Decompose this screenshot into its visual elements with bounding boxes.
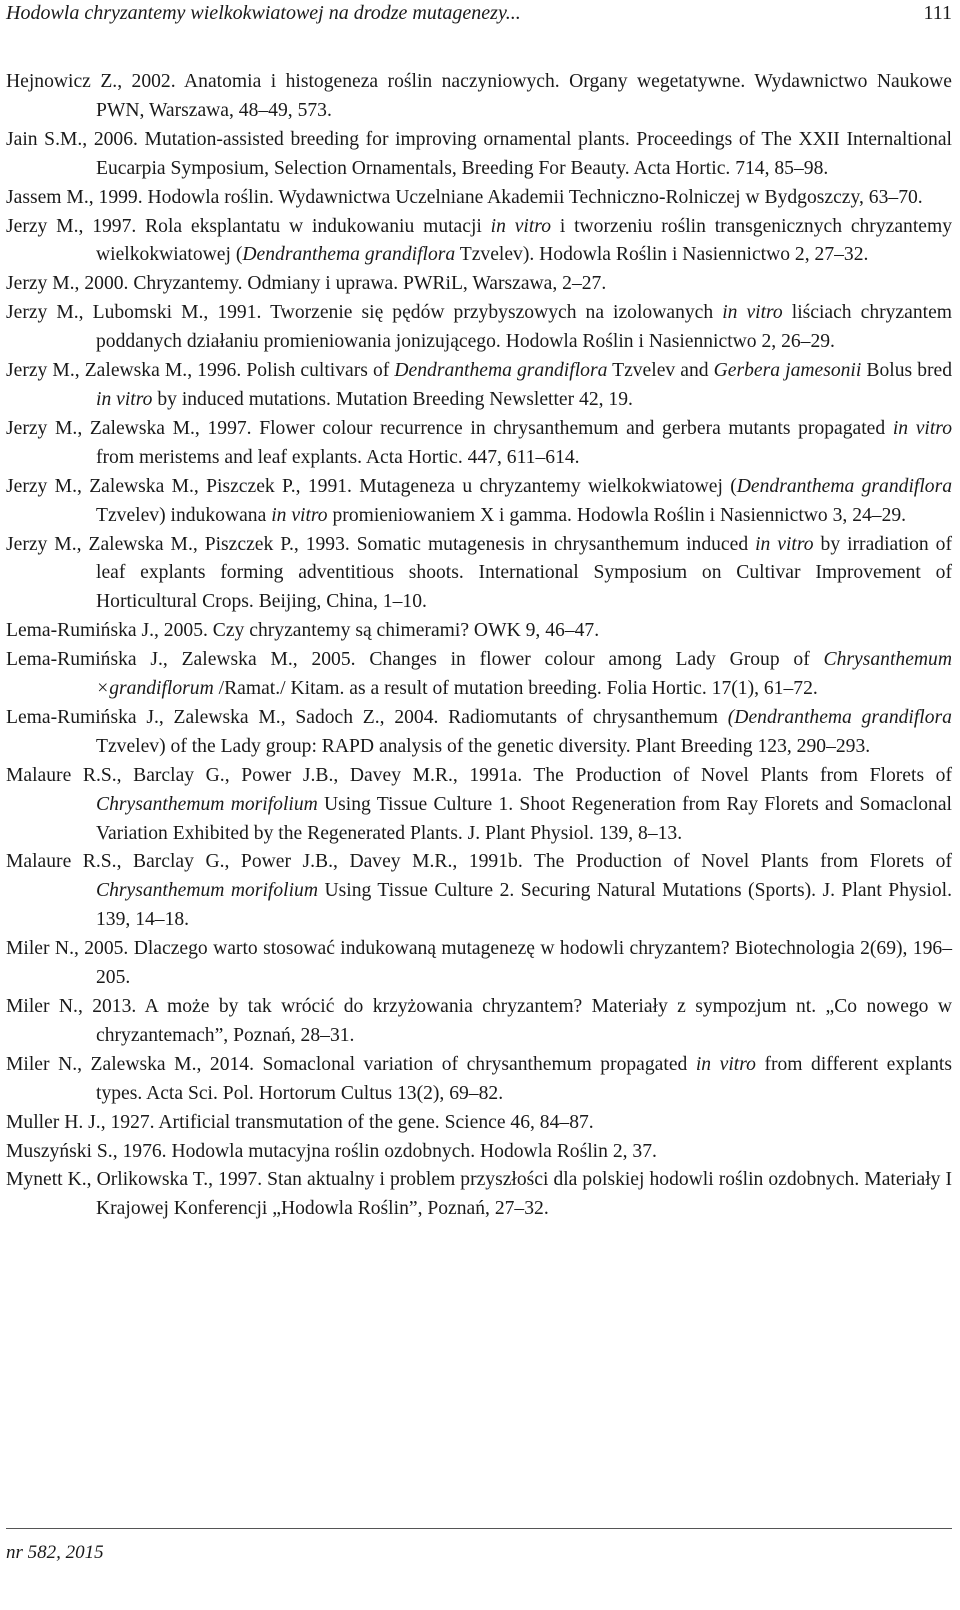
reference-text: Malaure R.S., Barclay G., Power J.B., Davey M.R., 1991b. The Production of Novel Plants from Florets of [6,851,952,873]
reference-italic-text: in vitro [695,1053,756,1075]
reference-italic-text: Dendranthema grandiflora [242,244,456,266]
reference-entry [6,415,952,473]
reference-entry [6,68,952,126]
reference-text: i tworzeniu roślin transgenicznych chryzantemy wielkokwiatowej ( [96,215,952,266]
reference-text: Jerzy M., Lubomski M., 1991. Tworzenie się pędów przybyszowych na izolowanych [6,302,723,324]
reference-italic-text: Gerbera jamesonii [713,360,862,382]
reference-text: Jerzy M., Zalewska M., Piszczek P., 1991. Mutageneza u chryzantemy wielkokwiatowej ( [6,475,737,497]
reference-text: Hejnowicz Z., 2002. Anatomia i histogeneza roślin naczyniowych. Organy wegetatywne. Wydawnictwo Naukowe PWN, Warszawa, 48–49, 573. [6,71,952,121]
reference-text: Jassem M., 1999. Hodowla roślin. Wydawnictwa Uczelniane Akademii Techniczno-Rolniczej w Bydgoszczy, 63–70. [6,186,923,208]
reference-italic-text: Dendranthema grandiflora [736,475,952,497]
reference-text: Lema-Rumińska J., Zalewska M., Sadoch Z., 2004. Radiomutants of chrysanthemum [6,706,728,728]
reference-text: Miler N., 2005. Dlaczego warto stosować indukowaną mutagenezę w hodowli chryzantem? Biotechnologia 2(69), 196–205. [6,938,952,989]
reference-entry [6,617,952,646]
reference-text: liściach chryzantem poddanych działaniu promieniowania jonizującego. Hodowla Roślin i Nasiennictwo 2, 26–29. [96,302,953,353]
reference-italic-text: Chrysanthemum ×grandiflorum [96,649,952,700]
reference-entry [6,848,952,935]
reference-entry [6,270,952,299]
reference-entry [6,935,952,993]
reference-italic-text: in vitro [722,302,783,324]
reference-text: by induced mutations. Mutation Breeding Newsletter 42, 19. [152,388,633,410]
reference-entry [6,126,952,184]
reference-italic-text: Dendranthema grandiflora [394,360,608,382]
reference-italic-text: in vitro [490,215,551,237]
reference-text: Jerzy M., Zalewska M., 1996. Polish cultivars of [6,360,395,382]
reference-entry [6,184,952,213]
reference-entry [6,357,952,415]
reference-entry [6,762,952,849]
reference-text: Using Tissue Culture 2. Securing Natural Mutations (Sports). J. Plant Physiol. 139, 14–18. [96,880,952,931]
reference-entry [6,531,952,618]
reference-text: promieniowaniem X i gamma. Hodowla Roślin i Nasiennictwo 3, 24–29. [327,504,907,526]
reference-text: /Ramat./ Kitam. as a result of mutation breeding. Folia Hortic. 17(1), 61–72. [213,678,818,700]
reference-text: Lema-Rumińska J., 2005. Czy chryzantemy są chimerami? OWK 9, 46–47. [6,620,600,642]
reference-entry [6,1109,952,1138]
reference-entry [6,213,952,271]
reference-text: Tzvelev). Hodowla Roślin i Nasiennictwo 2, 27–32. [455,244,869,266]
reference-entry [6,704,952,762]
reference-entry [6,993,952,1051]
reference-text: Jain S.M., 2006. Mutation-assisted breeding for improving ornamental plants. Proceedings of The XXII Internaltional Eucarpia Symposium, Selection Ornamentals, Breeding For Beauty. Acta Hortic. 714, 85–98. [6,128,952,179]
running-title: Hodowla chryzantemy wielkokwiatowej na drodze mutagenezy... [6,2,521,24]
reference-entry [6,1051,952,1109]
reference-text: by irradiation of leaf explants forming adventitious shoots. International Symposium on Cultivar Improvement of Horticultural Crops. Beijing, China, 1–10. [96,533,952,613]
reference-entry [6,1166,952,1224]
reference-text: Tzvelev) of the Lady group: RAPD analysis of the genetic diversity. Plant Breeding 123, 290–293. [96,735,871,757]
reference-list [6,68,952,1224]
reference-text: from different explants types. Acta Sci. Pol. Hortorum Cultus 13(2), 69–82. [96,1053,952,1104]
reference-text: Jerzy M., Zalewska M., 1997. Flower colour recurrence in chrysanthemum and gerbera mutants propagated [6,417,893,439]
reference-italic-text: Chrysanthemum morifolium [96,880,319,902]
reference-text: Tzvelev) indukowana [96,504,272,526]
reference-text: from meristems and leaf explants. Acta Hortic. 447, 611–614. [96,446,580,468]
reference-text: Jerzy M., 2000. Chryzantemy. Odmiany i uprawa. PWRiL, Warszawa, 2–27. [6,273,607,295]
reference-entry [6,646,952,704]
reference-italic-text: in vitro [755,533,814,555]
reference-text: Lema-Rumińska J., Zalewska M., 2005. Changes in flower colour among Lady Group of [6,649,824,671]
reference-text: Mynett K., Orlikowska T., 1997. Stan aktualny i problem przyszłości dla polskiej hodowli roślin ozdobnych. Materiały I Krajowej Konferencji „Hodowla Roślin”, Poznań, 27–32. [6,1169,952,1220]
reference-entry [6,1138,952,1167]
reference-text: Muller H. J., 1927. Artificial transmutation of the gene. Science 46, 84–87. [6,1111,594,1133]
reference-text: Jerzy M., 1997. Rola eksplantatu w indukowaniu mutacji [6,215,491,237]
reference-italic-text: in vitro [96,388,153,410]
reference-entry [6,299,952,357]
footer-rule [6,1528,952,1529]
page-number: 111 [923,2,952,24]
reference-text: Miler N., 2013. A może by tak wrócić do krzyżowania chryzantem? Materiały z sympozjum nt. „Co nowego w chryzantemach”, Poznań, 28–31. [6,996,952,1046]
reference-text: Using Tissue Culture 1. Shoot Regeneration from Ray Florets and Somaclonal Variation Exhibited by the Regenerated Plants. J. Plant Physiol. 139, 8–13. [96,793,952,844]
reference-text: Malaure R.S., Barclay G., Power J.B., Davey M.R., 1991a. The Production of Novel Plants from Florets of [6,764,952,786]
reference-italic-text: (Dendranthema grandiflora [727,706,952,728]
reference-text: Miler N., Zalewska M., 2014. Somaclonal variation of chrysanthemum propagated [6,1053,696,1075]
reference-text: Tzvelev and [607,360,714,382]
reference-entry [6,473,952,531]
reference-italic-text: Chrysanthemum morifolium [96,793,318,815]
reference-text: Muszyński S., 1976. Hodowla mutacyjna roślin ozdobnych. Hodowla Roślin 2, 37. [6,1140,657,1162]
reference-italic-text: in vitro [892,417,953,439]
reference-italic-text: in vitro [271,504,328,526]
footer-journal: nr 582, 2015 [6,1542,104,1563]
running-header [6,2,952,32]
reference-text: Bolus bred [861,360,953,382]
reference-text: Jerzy M., Zalewska M., Piszczek P., 1993. Somatic mutagenesis in chrysanthemum induced [6,533,756,555]
